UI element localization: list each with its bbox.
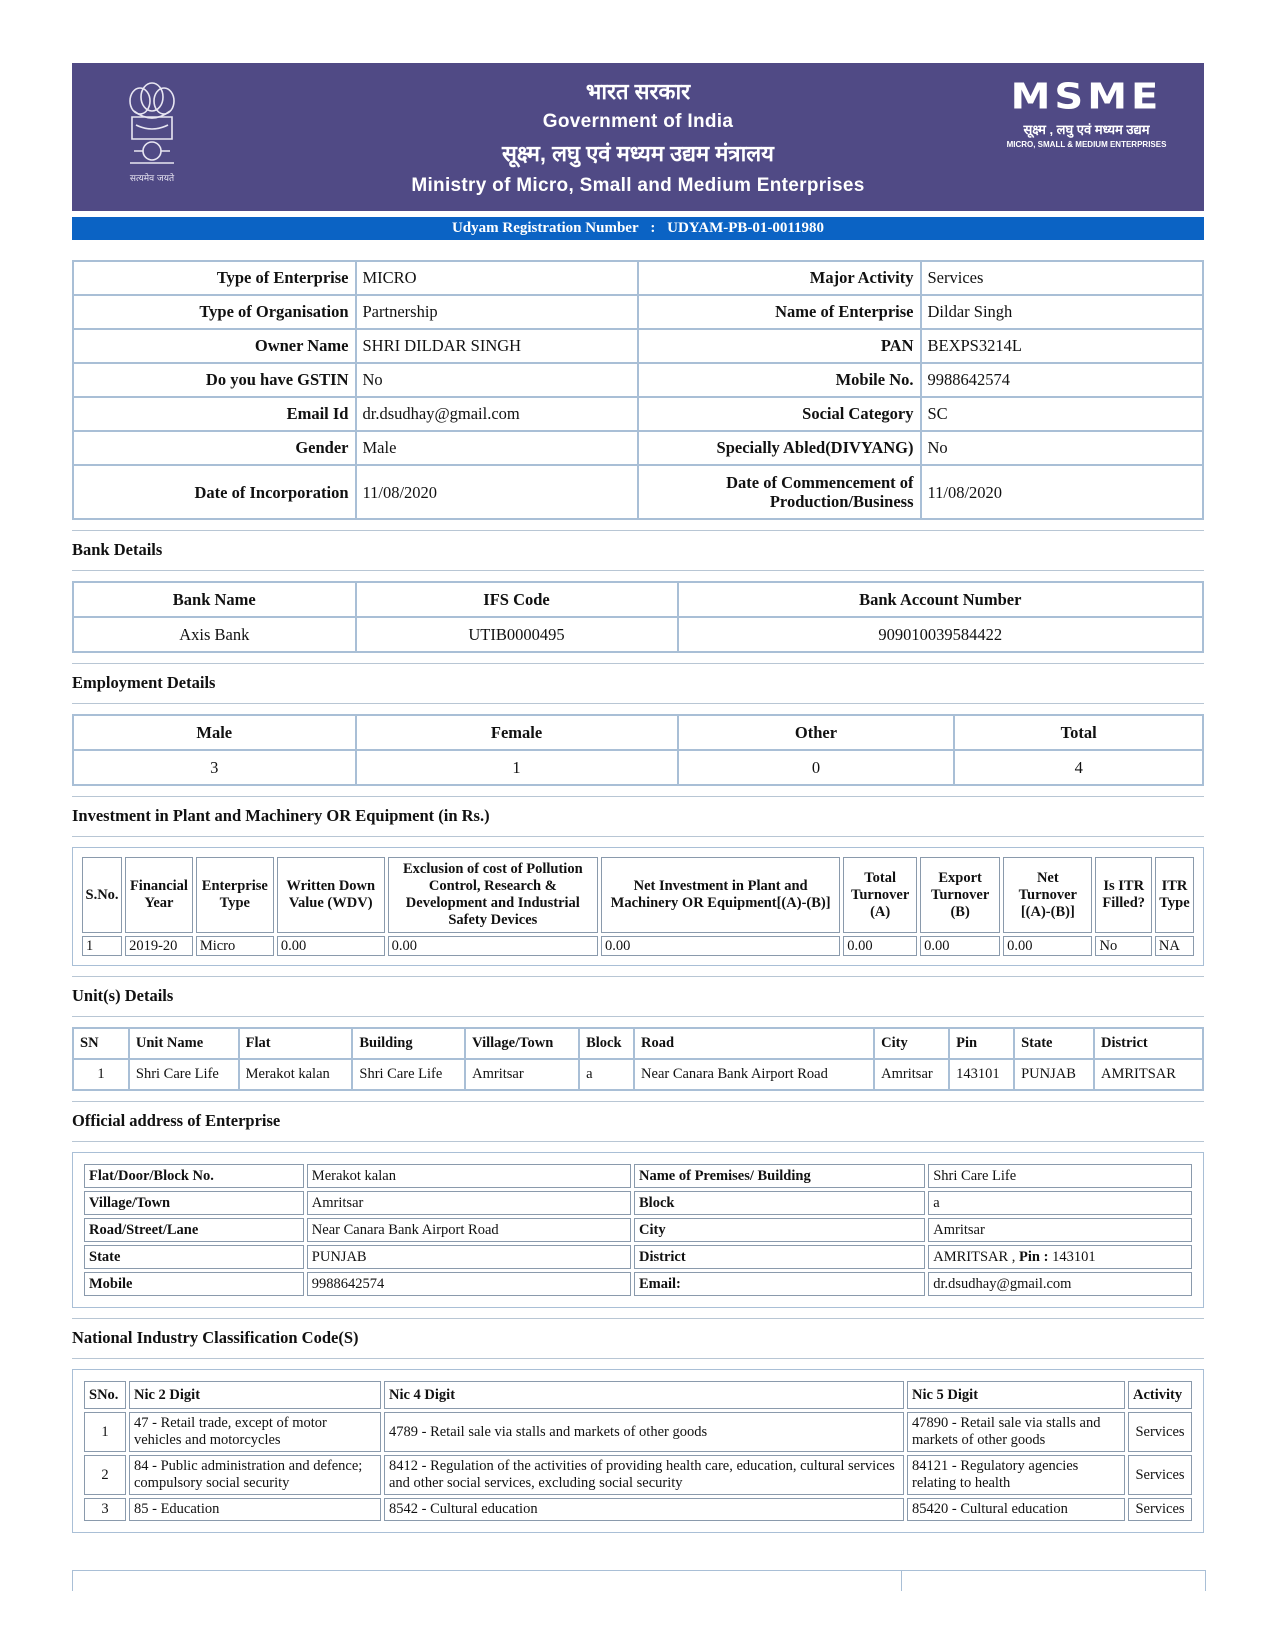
table-row bbox=[73, 617, 1203, 652]
enterprise-info-table bbox=[72, 260, 1204, 520]
road-value: Near Canara Bank Airport Road bbox=[307, 1218, 631, 1242]
units-table bbox=[72, 1027, 1204, 1091]
label: Name of Enterprise bbox=[638, 295, 921, 329]
table-cell: Amritsar bbox=[874, 1059, 949, 1090]
table-cell: Amritsar bbox=[465, 1059, 579, 1090]
registration-label: Udyam Registration Number bbox=[451, 220, 639, 236]
incorporation-date: 11/08/2020 bbox=[356, 465, 639, 519]
table-row bbox=[73, 295, 1203, 329]
table-cell: 2 bbox=[84, 1455, 126, 1495]
state-value: PUNJAB bbox=[307, 1245, 631, 1269]
column-header: Male bbox=[73, 715, 356, 750]
section-title-investment: Investment in Plant and Machinery OR Equipment (in Rs.) bbox=[72, 796, 1204, 837]
table-row bbox=[73, 397, 1203, 431]
label: Type of Organisation bbox=[73, 295, 356, 329]
table-cell: 84 - Public administration and defence; compulsory social security bbox=[129, 1455, 381, 1495]
label: Block bbox=[634, 1191, 925, 1215]
column-header: Nic 4 Digit bbox=[384, 1381, 904, 1409]
column-header: Other bbox=[678, 715, 955, 750]
table-cell: 3 bbox=[84, 1498, 126, 1521]
msme-logo-english: MICRO, SMALL & MEDIUM ENTERPRISES bbox=[1006, 140, 1167, 149]
table-row bbox=[82, 936, 1194, 956]
table-cell: Shri Care Life bbox=[352, 1059, 465, 1090]
label: City bbox=[634, 1218, 925, 1242]
female-count: 1 bbox=[356, 750, 678, 785]
label: Email Id bbox=[73, 397, 356, 431]
bank-name: Axis Bank bbox=[73, 617, 356, 652]
table-row bbox=[73, 431, 1203, 465]
ifs-code: UTIB0000495 bbox=[356, 617, 678, 652]
enterprise-name: Dildar Singh bbox=[921, 295, 1204, 329]
msme-logo bbox=[999, 73, 1174, 151]
label: Gender bbox=[73, 431, 356, 465]
pin-label: Pin : bbox=[1019, 1248, 1049, 1265]
udyam-certificate bbox=[72, 63, 1204, 1533]
address-table bbox=[81, 1161, 1195, 1299]
column-divider bbox=[901, 1571, 902, 1591]
investment-box bbox=[72, 847, 1204, 966]
organisation-type: Partnership bbox=[356, 295, 639, 329]
table-row bbox=[84, 1164, 1192, 1188]
address-box bbox=[72, 1152, 1204, 1308]
total-count: 4 bbox=[954, 750, 1203, 785]
employment-table bbox=[72, 714, 1204, 786]
column-header: IFS Code bbox=[356, 582, 678, 617]
commencement-label-line-2: Production/Business bbox=[769, 492, 914, 511]
table-row bbox=[73, 465, 1203, 519]
bank-details-table bbox=[72, 581, 1204, 653]
social-category: SC bbox=[921, 397, 1204, 431]
label: State bbox=[84, 1245, 304, 1269]
column-header: Exclusion of cost of Pollution Control, Research & Development and Industrial Safety Devices bbox=[388, 857, 598, 933]
table-header-row bbox=[73, 582, 1203, 617]
owner-name: SHRI DILDAR SINGH bbox=[356, 329, 639, 363]
table-cell: 1 bbox=[84, 1412, 126, 1452]
table-cell: 2019-20 bbox=[125, 936, 193, 956]
column-header: Village/Town bbox=[465, 1028, 579, 1059]
column-header: Female bbox=[356, 715, 678, 750]
table-cell: Merakot kalan bbox=[239, 1059, 353, 1090]
ministry-title: Ministry of Micro, Small and Medium Enterprises bbox=[411, 175, 865, 196]
table-cell: NA bbox=[1155, 936, 1194, 956]
major-activity: Services bbox=[921, 261, 1204, 295]
table-cell: 85420 - Cultural education bbox=[907, 1498, 1125, 1521]
table-cell: 0.00 bbox=[277, 936, 385, 956]
column-header: Flat bbox=[239, 1028, 353, 1059]
email-id: dr.dsudhay@gmail.com bbox=[356, 397, 639, 431]
table-cell: 1 bbox=[73, 1059, 129, 1090]
label: Do you have GSTIN bbox=[73, 363, 356, 397]
commencement-date: 11/08/2020 bbox=[921, 465, 1204, 519]
table-row bbox=[84, 1191, 1192, 1215]
column-header: Net Investment in Plant and Machinery OR Equipment[(A)-(B)] bbox=[601, 857, 840, 933]
column-header: Bank Name bbox=[73, 582, 356, 617]
column-header: Pin bbox=[949, 1028, 1014, 1059]
column-header: Road bbox=[634, 1028, 874, 1059]
column-header: District bbox=[1094, 1028, 1203, 1059]
label: Owner Name bbox=[73, 329, 356, 363]
label: Email: bbox=[634, 1272, 925, 1296]
gstin-value: No bbox=[356, 363, 639, 397]
table-cell: 8542 - Cultural education bbox=[384, 1498, 904, 1521]
table-cell: 0.00 bbox=[920, 936, 1000, 956]
section-title-units: Unit(s) Details bbox=[72, 976, 1204, 1017]
label: Road/Street/Lane bbox=[84, 1218, 304, 1242]
table-cell: a bbox=[579, 1059, 634, 1090]
column-header: Written Down Value (WDV) bbox=[277, 857, 385, 933]
column-header: Export Turnover (B) bbox=[920, 857, 1000, 933]
gender: Male bbox=[356, 431, 639, 465]
hindi-ministry-title: सूक्ष्म, लघु एवं मध्यम उद्यम मंत्रालय bbox=[502, 141, 774, 166]
village-value: Amritsar bbox=[307, 1191, 631, 1215]
column-header: Bank Account Number bbox=[678, 582, 1203, 617]
table-cell: 0.00 bbox=[601, 936, 840, 956]
column-header: Unit Name bbox=[129, 1028, 239, 1059]
label: Name of Premises/ Building bbox=[634, 1164, 925, 1188]
district-pin-value bbox=[928, 1245, 1192, 1269]
msme-logo-mark: MSME bbox=[1010, 76, 1163, 118]
table-cell: Services bbox=[1128, 1412, 1192, 1452]
table-cell: Near Canara Bank Airport Road bbox=[634, 1059, 874, 1090]
table-row bbox=[84, 1455, 1192, 1495]
table-row bbox=[73, 1059, 1203, 1090]
table-cell: 143101 bbox=[949, 1059, 1014, 1090]
table-cell: Services bbox=[1128, 1455, 1192, 1495]
column-header: Nic 5 Digit bbox=[907, 1381, 1125, 1409]
hindi-govt-title: भारत सरकार bbox=[585, 79, 691, 104]
table-cell: 85 - Education bbox=[129, 1498, 381, 1521]
mobile-number: 9988642574 bbox=[921, 363, 1204, 397]
pan-number: BEXPS3214L bbox=[921, 329, 1204, 363]
label: Type of Enterprise bbox=[73, 261, 356, 295]
table-cell: 0.00 bbox=[1003, 936, 1092, 956]
pin-value: 143101 bbox=[1052, 1248, 1096, 1265]
city-value: Amritsar bbox=[928, 1218, 1192, 1242]
column-header: Total bbox=[954, 715, 1203, 750]
table-header-row bbox=[82, 857, 1194, 933]
label: Major Activity bbox=[638, 261, 921, 295]
commencement-label-line-1: Date of Commencement of bbox=[726, 473, 914, 492]
table-cell: 1 bbox=[82, 936, 122, 956]
msme-logo-hindi: सूक्ष्म , लघु एवं मध्यम उद्यम bbox=[1023, 122, 1150, 137]
column-header: Financial Year bbox=[125, 857, 193, 933]
table-cell: 0.00 bbox=[388, 936, 598, 956]
table-cell: AMRITSAR bbox=[1094, 1059, 1203, 1090]
column-header: Building bbox=[352, 1028, 465, 1059]
table-cell: PUNJAB bbox=[1014, 1059, 1094, 1090]
premises-value: Shri Care Life bbox=[928, 1164, 1192, 1188]
column-header: Block bbox=[579, 1028, 634, 1059]
label: Mobile bbox=[84, 1272, 304, 1296]
registration-separator: : bbox=[650, 220, 656, 236]
table-cell: Shri Care Life bbox=[129, 1059, 239, 1090]
table-cell: 8412 - Regulation of the activities of providing health care, education, cultural services and other social services, excluding social security bbox=[384, 1455, 904, 1495]
column-header: ITR Type bbox=[1155, 857, 1194, 933]
email-value: dr.dsudhay@gmail.com bbox=[928, 1272, 1192, 1296]
table-cell: 84121 - Regulatory agencies relating to health bbox=[907, 1455, 1125, 1495]
nic-box bbox=[72, 1369, 1204, 1533]
table-header-row bbox=[73, 1028, 1203, 1059]
column-header: Enterprise Type bbox=[196, 857, 274, 933]
table-row bbox=[84, 1218, 1192, 1242]
table-cell: 0.00 bbox=[843, 936, 917, 956]
label: District bbox=[634, 1245, 925, 1269]
column-header: SN bbox=[73, 1028, 129, 1059]
column-header: Net Turnover [(A)-(B)] bbox=[1003, 857, 1092, 933]
table-row bbox=[73, 363, 1203, 397]
table-row bbox=[73, 329, 1203, 363]
column-header: City bbox=[874, 1028, 949, 1059]
section-title-nic: National Industry Classification Code(S) bbox=[72, 1318, 1204, 1359]
header-banner bbox=[72, 63, 1204, 211]
label: Flat/Door/Block No. bbox=[84, 1164, 304, 1188]
table-cell: 47 - Retail trade, except of motor vehicles and motorcycles bbox=[129, 1412, 381, 1452]
label: Village/Town bbox=[84, 1191, 304, 1215]
table-header-row bbox=[84, 1381, 1192, 1409]
table-row bbox=[84, 1498, 1192, 1521]
district-value: AMRITSAR , bbox=[933, 1248, 1016, 1265]
emblem-motto: सत्यमेव जयते bbox=[129, 174, 175, 184]
column-header: S.No. bbox=[82, 857, 122, 933]
column-header: Nic 2 Digit bbox=[129, 1381, 381, 1409]
table-cell: Services bbox=[1128, 1498, 1192, 1521]
section-title-bank: Bank Details bbox=[72, 530, 1204, 571]
registration-number-bar bbox=[72, 217, 1204, 240]
govt-title: Government of India bbox=[542, 111, 734, 132]
next-table-stub bbox=[72, 1570, 1206, 1591]
section-title-employment: Employment Details bbox=[72, 663, 1204, 704]
flat-value: Merakot kalan bbox=[307, 1164, 631, 1188]
column-header: SNo. bbox=[84, 1381, 126, 1409]
table-header-row bbox=[73, 715, 1203, 750]
table-cell: 4789 - Retail sale via stalls and markets of other goods bbox=[384, 1412, 904, 1452]
table-row bbox=[84, 1412, 1192, 1452]
mobile-value: 9988642574 bbox=[307, 1272, 631, 1296]
account-number: 909010039584422 bbox=[678, 617, 1203, 652]
male-count: 3 bbox=[73, 750, 356, 785]
table-row bbox=[84, 1245, 1192, 1269]
table-cell: Micro bbox=[196, 936, 274, 956]
table-cell: 47890 - Retail sale via stalls and markets of other goods bbox=[907, 1412, 1125, 1452]
investment-table bbox=[79, 854, 1197, 959]
label: Social Category bbox=[638, 397, 921, 431]
section-title-address: Official address of Enterprise bbox=[72, 1101, 1204, 1142]
column-header: State bbox=[1014, 1028, 1094, 1059]
nic-table bbox=[81, 1378, 1195, 1524]
table-row bbox=[73, 750, 1203, 785]
column-header: Activity bbox=[1128, 1381, 1192, 1409]
table-row bbox=[84, 1272, 1192, 1296]
registration-number: UDYAM-PB-01-0011980 bbox=[667, 220, 825, 236]
label: Mobile No. bbox=[638, 363, 921, 397]
label: Date of Incorporation bbox=[73, 465, 356, 519]
table-cell: No bbox=[1095, 936, 1151, 956]
block-value: a bbox=[928, 1191, 1192, 1215]
label bbox=[638, 465, 921, 519]
enterprise-type: MICRO bbox=[356, 261, 639, 295]
column-header: Is ITR Filled? bbox=[1095, 857, 1151, 933]
table-row bbox=[73, 261, 1203, 295]
divyang-status: No bbox=[921, 431, 1204, 465]
column-header: Total Turnover (A) bbox=[843, 857, 917, 933]
label: PAN bbox=[638, 329, 921, 363]
label: Specially Abled(DIVYANG) bbox=[638, 431, 921, 465]
other-count: 0 bbox=[678, 750, 955, 785]
